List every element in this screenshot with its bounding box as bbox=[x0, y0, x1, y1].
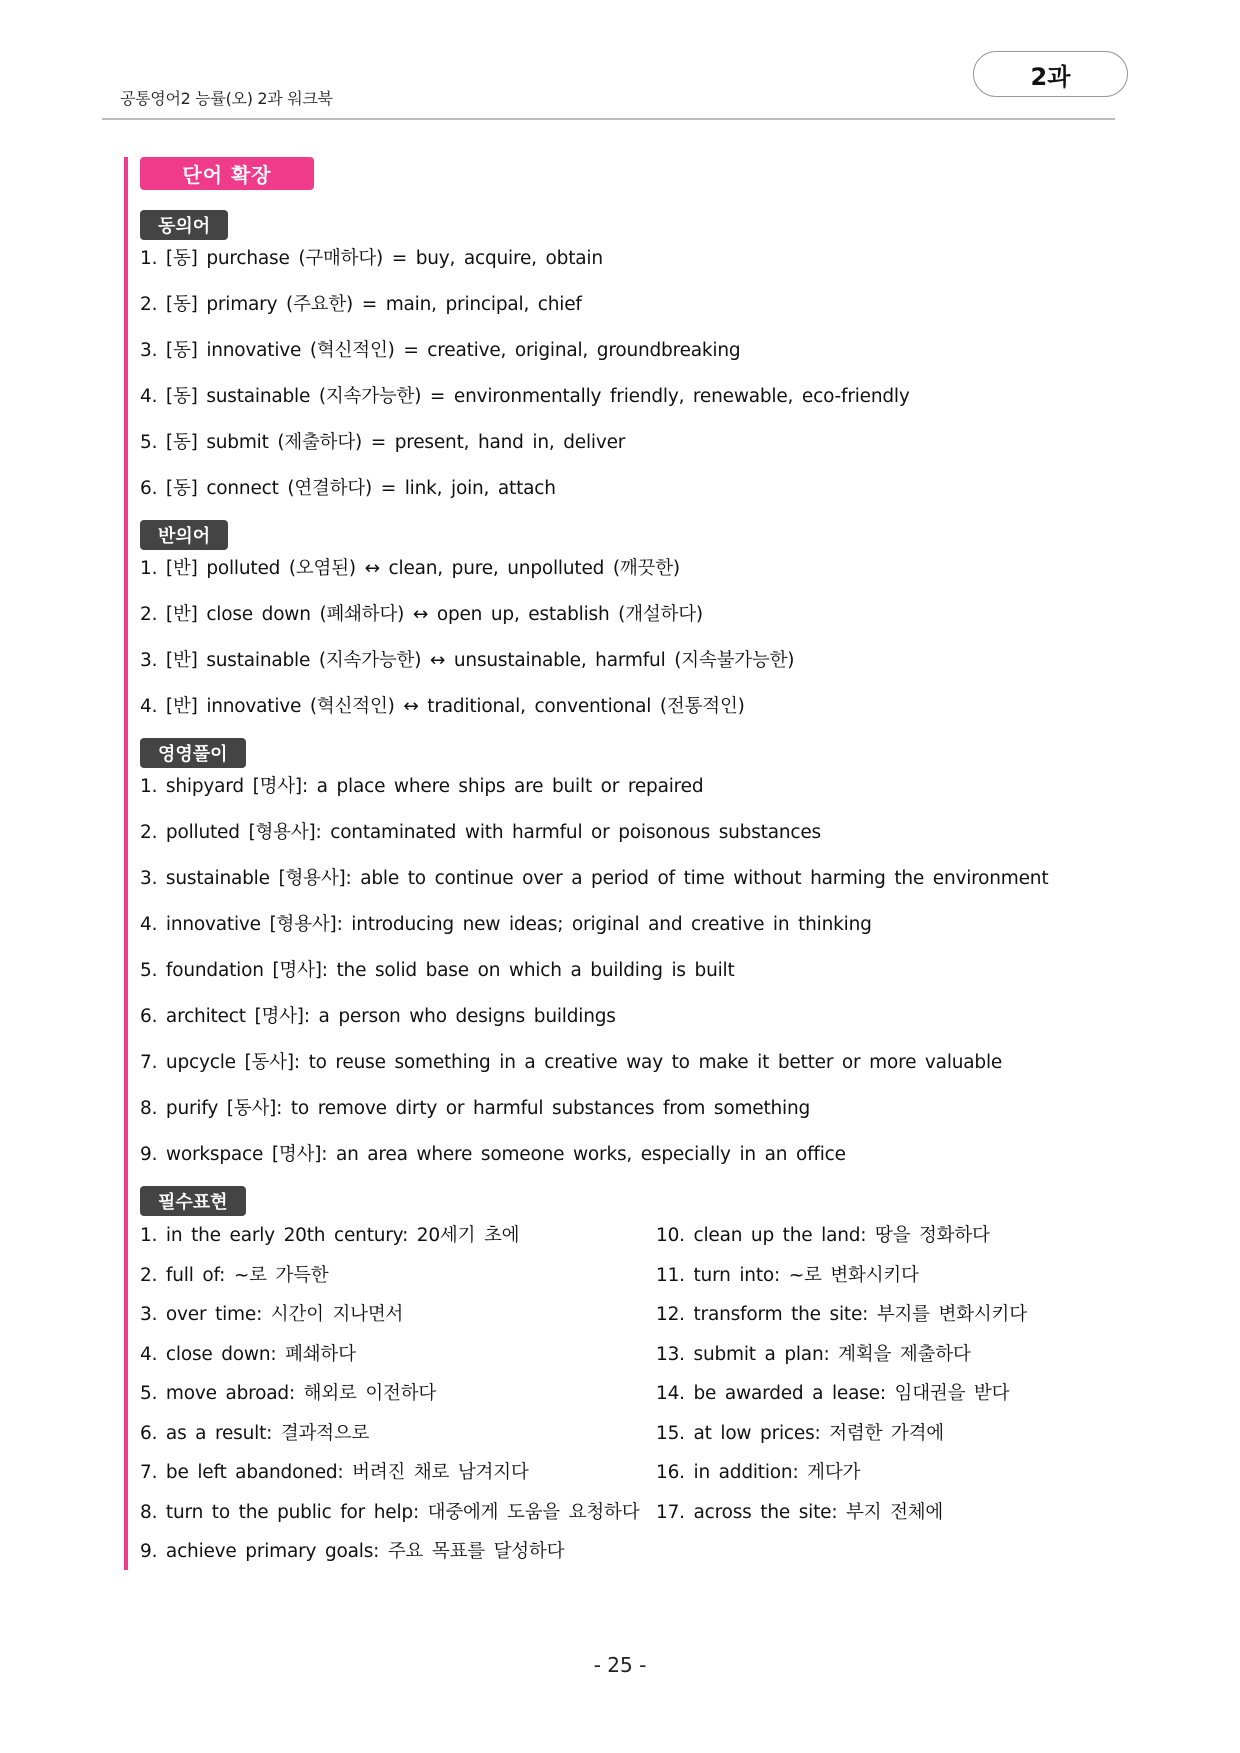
definition-item: 7. upcycle [동사]: to reuse something in a creative way to make it better or more valuable bbox=[140, 1052, 1003, 1073]
expression-item: 10. clean up the land: 땅을 정화하다 bbox=[656, 1225, 990, 1246]
expression-item: 5. move abroad: 해외로 이전하다 bbox=[140, 1383, 437, 1404]
synonyms-label: 동의어 bbox=[140, 210, 228, 240]
section-title-badge: 단어 확장 bbox=[140, 157, 314, 190]
header-title: 공통영어2 능률(오) 2과 워크북 bbox=[120, 89, 333, 108]
antonym-item: 2. [반] close down (폐쇄하다) ↔ open up, establish (개설하다) bbox=[140, 604, 703, 625]
expression-item: 16. in addition: 게다가 bbox=[656, 1462, 861, 1483]
chapter-badge: 2과 bbox=[973, 51, 1128, 97]
definition-item: 9. workspace [명사]: an area where someone works, especially in an office bbox=[140, 1144, 846, 1165]
expressions-label: 필수표현 bbox=[140, 1186, 246, 1216]
expression-item: 4. close down: 폐쇄하다 bbox=[140, 1344, 356, 1365]
word-expansion-section bbox=[124, 157, 1128, 1570]
definitions-label: 영영풀이 bbox=[140, 738, 246, 768]
synonym-item: 3. [동] innovative (혁신적인) = creative, original, groundbreaking bbox=[140, 340, 741, 361]
expression-item: 12. transform the site: 부지를 변화시키다 bbox=[656, 1304, 1027, 1325]
synonym-item: 6. [동] connect (연결하다) = link, join, attach bbox=[140, 478, 556, 499]
antonym-item: 3. [반] sustainable (지속가능한) ↔ unsustainable, harmful (지속불가능한) bbox=[140, 650, 795, 671]
synonym-item: 2. [동] primary (주요한) = main, principal, chief bbox=[140, 294, 582, 315]
definition-item: 3. sustainable [형용사]: able to continue over a period of time without harming the environment bbox=[140, 868, 1049, 889]
expression-item: 17. across the site: 부지 전체에 bbox=[656, 1502, 944, 1523]
synonym-item: 5. [동] submit (제출하다) = present, hand in, deliver bbox=[140, 432, 626, 453]
definition-item: 5. foundation [명사]: the solid base on which a building is built bbox=[140, 960, 735, 981]
expression-item: 14. be awarded a lease: 임대권을 받다 bbox=[656, 1383, 1010, 1404]
antonyms-label: 반의어 bbox=[140, 520, 228, 550]
definition-item: 8. purify [동사]: to remove dirty or harmful substances from something bbox=[140, 1098, 811, 1119]
expression-item: 1. in the early 20th century: 20세기 초에 bbox=[140, 1225, 520, 1246]
expression-item: 11. turn into: ~로 변화시키다 bbox=[656, 1265, 919, 1286]
expression-item: 6. as a result: 결과적으로 bbox=[140, 1423, 370, 1444]
expression-item: 15. at low prices: 저렴한 가격에 bbox=[656, 1423, 944, 1444]
expression-item: 2. full of: ~로 가득한 bbox=[140, 1265, 329, 1286]
definition-item: 2. polluted [형용사]: contaminated with harmful or poisonous substances bbox=[140, 822, 821, 843]
synonym-item: 4. [동] sustainable (지속가능한) = environmentally friendly, renewable, eco-friendly bbox=[140, 386, 910, 407]
definition-item: 1. shipyard [명사]: a place where ships are built or repaired bbox=[140, 776, 704, 797]
definition-item: 4. innovative [형용사]: introducing new ideas; original and creative in thinking bbox=[140, 914, 872, 935]
expression-item: 8. turn to the public for help: 대중에게 도움을 요청하다 bbox=[140, 1502, 640, 1523]
expression-item: 3. over time: 시간이 지나면서 bbox=[140, 1304, 404, 1325]
expression-item: 13. submit a plan: 계획을 제출하다 bbox=[656, 1344, 971, 1365]
antonym-item: 4. [반] innovative (혁신적인) ↔ traditional, conventional (전통적인) bbox=[140, 696, 745, 717]
expression-item: 9. achieve primary goals: 주요 목표를 달성하다 bbox=[140, 1541, 565, 1562]
expression-item: 7. be left abandoned: 버려진 채로 남겨지다 bbox=[140, 1462, 529, 1483]
page-number: - 25 - bbox=[593, 1653, 647, 1677]
header-divider bbox=[102, 118, 1115, 120]
synonym-item: 1. [동] purchase (구매하다) = buy, acquire, obtain bbox=[140, 248, 603, 269]
antonym-item: 1. [반] polluted (오염된) ↔ clean, pure, unpolluted (깨끗한) bbox=[140, 558, 680, 579]
definition-item: 6. architect [명사]: a person who designs buildings bbox=[140, 1006, 616, 1027]
